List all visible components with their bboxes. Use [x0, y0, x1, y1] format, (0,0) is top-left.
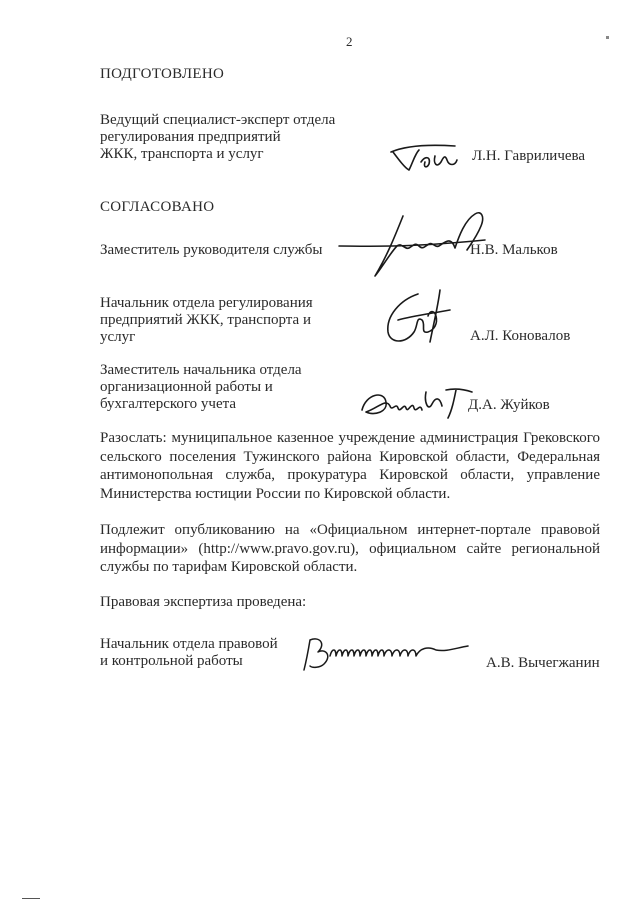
signature-zhuikov — [356, 384, 476, 420]
position-line: ЖКК, транспорта и услуг — [100, 146, 264, 162]
legal-review-statement: Правовая экспертиза проведена: — [100, 594, 307, 610]
signer-name: А.Л. Коновалов — [470, 328, 571, 344]
position-line: Начальник отдела регулирования — [100, 295, 313, 311]
position-line: Ведущий специалист-эксперт отдела — [100, 112, 336, 128]
position-line: Заместитель начальника отдела — [100, 362, 302, 378]
position-line: организационной работы и — [100, 379, 273, 395]
agreed-heading: СОГЛАСОВАНО — [100, 199, 215, 215]
position-line: предприятий ЖКК, транспорта и — [100, 312, 311, 328]
signature-gavrilicheva — [385, 140, 467, 174]
scan-mark — [22, 898, 40, 899]
prepared-position — [100, 112, 335, 163]
signer-position — [100, 295, 313, 346]
scan-mark — [606, 36, 609, 39]
legal-review-name: А.В. Вычегжанин — [486, 655, 600, 671]
position-line: и контрольной работы — [100, 653, 243, 669]
signer-name: Д.А. Жуйков — [468, 397, 550, 413]
prepared-heading: ПОДГОТОВЛЕНО — [100, 66, 225, 82]
signature-vychegzhanin — [296, 626, 476, 676]
position-line: Начальник отдела правовой — [100, 636, 278, 652]
signature-konovalov — [378, 286, 462, 350]
position-line: бухгалтерского учета — [100, 396, 237, 412]
signer-position — [100, 362, 302, 413]
legal-review-position — [100, 636, 278, 670]
signer-name: Н.В. Мальков — [470, 242, 558, 258]
position-line: услуг — [100, 329, 136, 345]
distribution-paragraph: Разослать: муниципальное казенное учреждение администрация Грековского сельского поселения Тужинского района Кировской области, Федеральная антимонопольная служба, прокуратура Кировской области, управление Министерства юстиции России по Кировской области. — [100, 430, 600, 502]
prepared-name: Л.Н. Гавриличева — [472, 148, 586, 164]
page-number: 2 — [346, 34, 353, 49]
publication-paragraph: Подлежит опубликованию на «Официальном интернет-портале правовой информации» (http://www.pravo.gov.ru), официальном сайте региональной службы по тарифам Кировской области. — [100, 522, 600, 575]
signer-position: Заместитель руководителя службы — [100, 242, 323, 258]
position-line: регулирования предприятий — [100, 129, 281, 145]
